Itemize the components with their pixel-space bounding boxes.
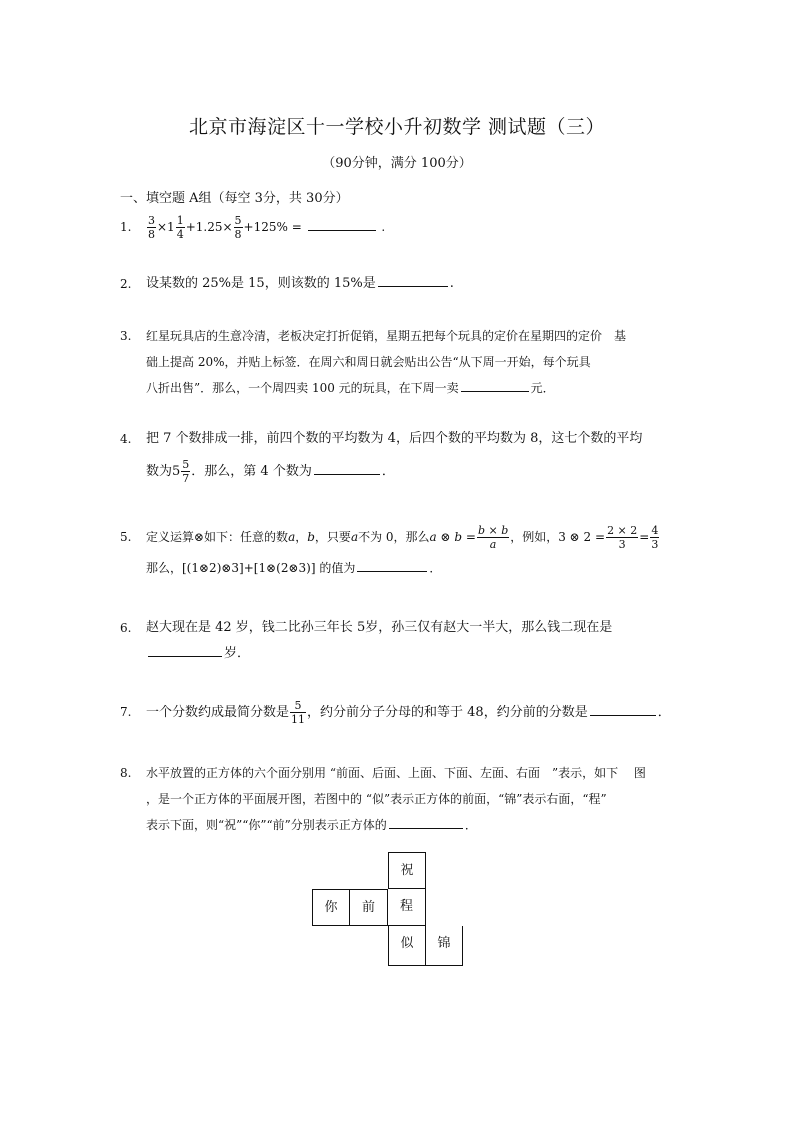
page-subtitle: （90分钟，满分 100分）: [322, 156, 472, 171]
question-line: ，是一个正方体的平面展开图，若图中的 “似”表示正方体的前面，“锦”表示右面，“程”: [146, 792, 607, 806]
question-number: 1.: [120, 220, 132, 234]
answer-blank[interactable]: [461, 377, 529, 392]
question-line: 数为5 $\frac{5}{7}$ ．那么，第 4 个数为 ．: [146, 458, 395, 485]
operator: +125% =: [243, 220, 302, 234]
question-body: [146, 214, 700, 241]
question-body: [146, 615, 700, 667]
question-line: 岁．: [146, 641, 700, 667]
question-body: [146, 760, 700, 838]
question-7: [120, 699, 700, 726]
question-text: 设某数的 25%是 15，则该数的 15%是: [146, 276, 376, 291]
net-cell-jin: 锦: [425, 926, 463, 966]
question-8: [120, 760, 700, 838]
answer-blank[interactable]: [314, 460, 380, 475]
question-line: 把 7 个数排成一排，前四个数的平均数为 4，后四个数的平均数为 8，这七个数的平均: [146, 431, 643, 446]
mixed-number: 5 $\frac{5}{7}$: [172, 458, 190, 485]
answer-blank[interactable]: [378, 272, 448, 287]
question-4: [120, 426, 700, 485]
answer-blank[interactable]: [590, 701, 656, 716]
question-2: [120, 271, 700, 297]
question-6: [120, 615, 700, 667]
fraction: $\frac{b \times b}{a}$: [477, 524, 509, 551]
question-number: 6.: [120, 621, 132, 635]
fraction: $\frac{3}{8}$: [148, 214, 155, 241]
question-body: 一个分数约成最简分数是 $\frac{5}{11}$ ，约分前分子分母的和等于 48，约分前的分数是 ．: [146, 699, 671, 726]
answer-blank[interactable]: [357, 557, 427, 572]
question-line: 表示下面，则“祝”“你”“前”分别表示正方体的 ．: [146, 812, 700, 838]
answer-blank[interactable]: [389, 814, 463, 829]
fraction: $\frac{5}{11}$: [291, 699, 306, 726]
question-line: 础上提高 20%，并贴上标签．在周六和周日就会贴出公告“从下周一开始，每个玩具: [146, 355, 591, 369]
question-number: 7.: [120, 705, 132, 719]
net-cell-si: 似: [388, 926, 426, 966]
fraction: $\frac{5}{8}$: [234, 214, 242, 241]
question-line: 八折出售”．那么，一个周四卖 100 元的玩具，在下周一卖 元．: [146, 375, 700, 401]
answer-blank[interactable]: [148, 642, 222, 657]
page-title: 北京市海淀区十一学校小升初数学 测试题（三）: [188, 116, 606, 138]
question-number: 3.: [120, 329, 132, 343]
net-cell-ni: 你: [312, 889, 350, 926]
fraction: $\frac{1}{4}$: [176, 214, 184, 241]
net-cell-cheng: 程: [388, 889, 426, 926]
question-number: 4.: [120, 432, 132, 446]
operator: +1.25×: [185, 220, 233, 234]
question-body: [146, 426, 700, 485]
question-line: 那么，[(1⊗2)⊗3]+[1⊗(2⊗3)] 的值为 ．: [146, 555, 700, 581]
operator: ×1: [157, 220, 175, 234]
question-3: [120, 323, 700, 401]
question-1: [120, 214, 700, 241]
question-body: [146, 323, 700, 401]
answer-blank[interactable]: [308, 216, 376, 231]
fraction: $\frac{2 \times 2}{3}$: [607, 524, 638, 551]
question-number: 2.: [120, 277, 132, 291]
question-body: [146, 271, 700, 297]
fraction: $\frac{4}{3}$: [651, 524, 659, 551]
question-line: 赵大现在是 42 岁，钱二比孙三年长 5岁，孙三仅有赵大一半大，那么钱二现在是: [146, 620, 613, 635]
punctuation: .: [381, 220, 386, 234]
net-cell-zhu: 祝: [388, 852, 426, 889]
question-line: 红星玩具店的生意冷清，老板决定打折促销，星期五把每个玩具的定价在星期四的定价 基: [146, 329, 627, 343]
question-number: 8.: [120, 766, 132, 780]
section-heading: 一、填空题 A组（每空 3分，共 30分）: [120, 191, 349, 206]
question-line: 定义运算⊗如下：任意的数a，b，只要a不为 0，那么a ⊗ b = $\frac{b \times b}{a}$ ，例如，3 ⊗ 2 = $\frac{2 \times 2}{3}$ = $\frac{4}{3}$: [146, 524, 659, 551]
question-number: 5.: [120, 530, 132, 544]
punctuation: .: [449, 276, 454, 291]
question-line: 水平放置的正方体的六个面分别用 “前面、后面、上面、下面、左面、右面 ”表示，如下 图: [146, 766, 646, 780]
question-5: [120, 524, 700, 581]
question-body: [146, 524, 700, 581]
net-cell-qian: 前: [350, 889, 388, 926]
